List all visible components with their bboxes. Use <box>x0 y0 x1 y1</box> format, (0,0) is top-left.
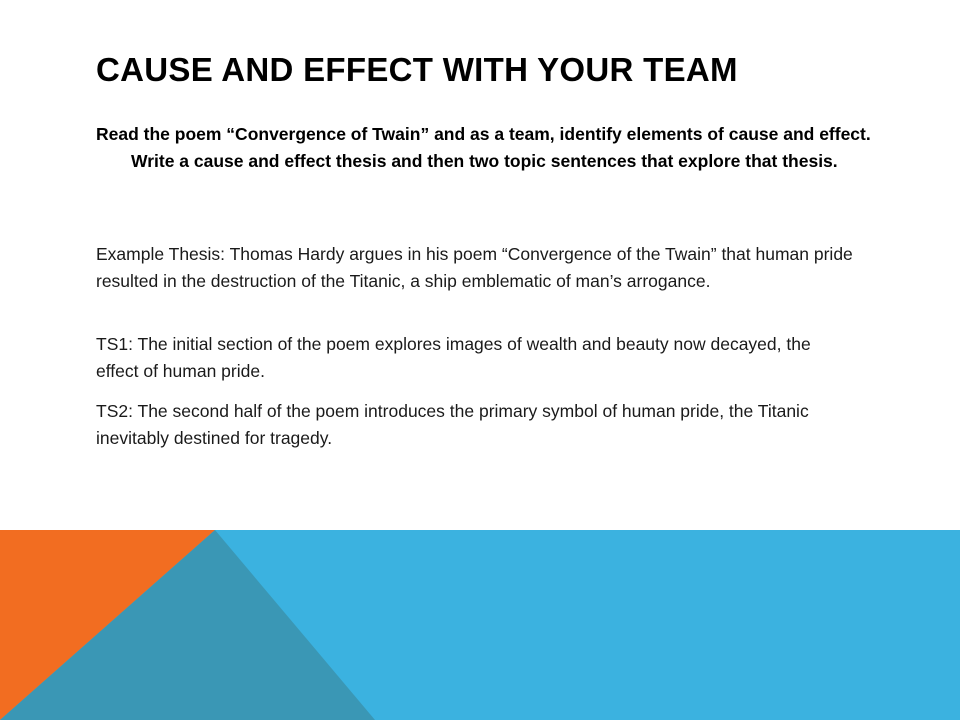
slide-title: CAUSE AND EFFECT WITH YOUR TEAM <box>96 51 738 88</box>
topic-sentence-2-text: TS2: The second half of the poem introduces the primary symbol of human pride, the Titanic inevitably destined for tragedy. <box>96 401 809 448</box>
example-thesis-text: Example Thesis: Thomas Hardy argues in his poem “Convergence of the Twain” that human pride resulted in the destruction of the Titanic, a ship emblematic of man’s arrogance. <box>96 244 853 291</box>
instructions-text: Read the poem “Convergence of Twain” and as a team, identify elements of cause and effect. Write a cause and effect thesis and then two topic sentences that explore that thesis. <box>96 124 871 171</box>
topic-sentence-1-text: TS1: The initial section of the poem explores images of wealth and beauty now decayed, the effect of human pride. <box>96 334 811 381</box>
decorative-footer-band <box>0 530 960 720</box>
